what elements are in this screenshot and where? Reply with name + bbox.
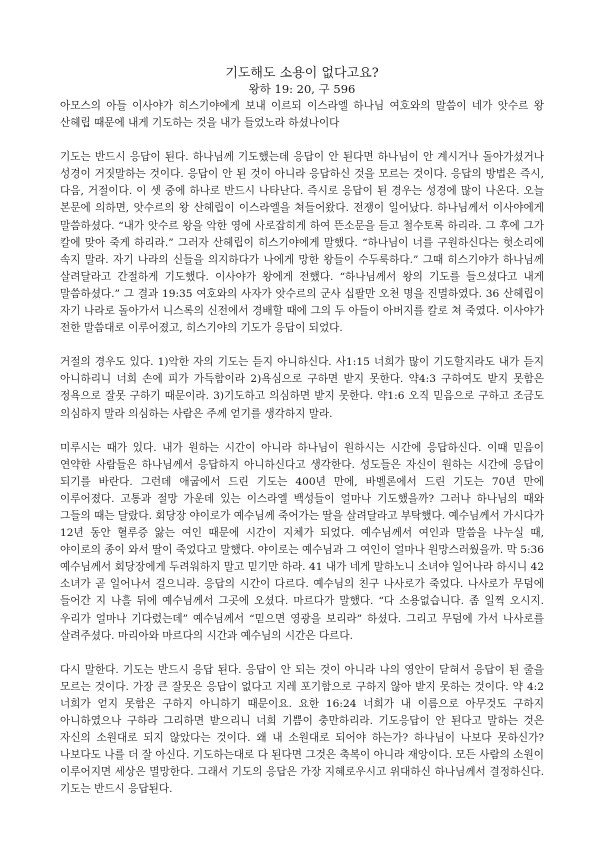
scripture-text: 아모스의 아들 이사야가 히스기야에게 보내 이르되 이스라엘 하나님 여호와의 말씀이 네가 앗수르 왕 산헤립 때문에 내게 기도하는 것을 내가 들었노라 하셨나이다 bbox=[60, 100, 544, 130]
scripture-reference: 왕하 19: 20, 구 596 bbox=[248, 82, 356, 96]
document-page bbox=[60, 66, 544, 815]
document-title: 기도해도 소용이 없다고요? bbox=[225, 66, 379, 81]
paragraph-refusal: 거절의 경우도 있다. 1)악한 자의 기도는 듣지 아니하신다. 사1:15 너희가 많이 기도할지라도 내가 듣지 아니하리니 너희 손에 피가 가득함이라 2)욕심으로 구하면 받지 못한다. 약4:3 구하여도 받지 못함은 정욕으로 잘못 구하기 때문이라. 3)기도하고 의심하면 받지 못한다. 약1:6 오직 믿음으로 구하고 조금도 의심하지 말라 의심하는 사람은 주께 얻기를 생각하지 말라. bbox=[60, 356, 544, 420]
paragraph-conclusion: 다시 말한다. 기도는 반드시 응답 된다. 응답이 안 되는 것이 아니라 나의 영안이 닫혀서 응답이 된 줄을 모르는 것이다. 가장 큰 잘못은 응답이 없다고 지레 포기함으로 구하지 않아 받지 못하는 것이다. 약 4:2 너희가 얻지 못함은 구하지 아니하기 때문이요. 요한 16:24 너희가 내 이름으로 아무것도 구하지 아니하였으나 구하라 그리하면 받으리니 너희 기쁨이 충만하리라. 기도응답이 안 된다고 말하는 것은 자신의 소원대로 되지 않았다는 것이다. 왜 내 소원대로 되어야 하는가? 하나님이 나보다 못하신가? 나보다도 나를 더 잘 아신다. 기도하는대로 다 된다면 그것은 축복이 아니라 재앙이다. 모든 사람의 소원이 이루어지면 세상은 멸망한다. 그래서 기도의 응답은 가장 지혜로우시고 위대하신 하나님께서 결정하신다. 기도는 반드시 응답된다. bbox=[60, 663, 544, 796]
paragraph-answered-prayer: 기도는 반드시 응답이 된다. 하나님께 기도했는데 응답이 안 된다면 하나님이 안 계시거나 돌아가셨거나 성경이 거짓말하는 것이다. 응답이 안 된 것이 아니라 응답하신 것을 모르는 것이다. 응답의 방법은 즉시, 다음, 거절이다. 이 셋 중에 하나로 반드시 나타난다. 즉시로 응답이 된 경우는 성경에 많이 나온다. 오늘 본문에 의하면, 앗수르의 왕 산헤립이 이스라엘을 쳐들어왔다. 전쟁이 일어났다. 하나님께서 이사야에게 말씀하셨다. “내가 앗수르 왕을 악한 영에 사로잡히게 하여 뜬소문을 듣고 철수토록 하리라. 그 후에 그가 칼에 맞아 죽게 하리라.” 그러자 산헤립이 히스기야에게 말했다. “하나님이 너를 구원하신다는 헛소리에 속지 말라. 자기 나라의 신들을 의지하다가 나에게 망한 왕들이 수두룩하다.” 그때 히스기야가 하나님께 살려달라고 간절하게 기도했다. 이사야가 왕에게 전했다. “하나님께서 왕의 기도를 들으셨다고 내게 말씀하셨다.” 그 결과 19:35 여호와의 사자가 앗수르의 군사 십팔만 오천 명을 진멸하였다. 36 산헤립이 자기 나라로 돌아가서 니스록의 신전에서 경배할 때에 그의 두 아들이 아버지를 칼로 쳐 죽였다. 이사야가 전한 말씀대로 이루어졌고, 히스기야의 기도가 응답이 되었다. bbox=[60, 151, 544, 335]
paragraph-delay: 미루시는 때가 있다. 내가 원하는 시간이 아니라 하나님이 원하시는 시간에 응답하신다. 이때 믿음이 연약한 사람들은 하나님께서 응답하지 아니하신다고 생각한다. 성도들은 자신이 원하는 시간에 응답이 되기를 바란다. 그런데 애굽에서 드린 기도는 400년 만에, 바벨론에서 드린 기도는 70년 만에 이루어졌다. 고통과 절망 가운데 있는 이스라엘 백성들이 얼마나 기도했을까? 그러나 하나님의 때와 그들의 때는 달랐다. 회당장 야이로가 예수님께 죽어가는 딸을 살려달라고 부탁했다. 예수님께서 가시다가 12년 동안 혈루증 앓는 여인 때문에 시간이 지체가 되었다. 예수님께서 여인과 말씀을 나누실 때, 야이로의 종이 와서 딸이 죽었다고 말했다. 야이로는 예수님과 그 여인이 얼마나 원망스러웠을까. 막 5:36 예수님께서 회당장에게 두려워하지 말고 믿기만 하라. 41 내가 네게 말하노니 소녀야 일어나라 하시니 42 소녀가 곧 일어나서 걸으니라. 응답의 시간이 다르다. 예수님의 친구 나사로가 죽었다. 나사로가 무덤에 들어간 지 나흘 뒤에 예수님께서 그곳에 오셨다. 마르다가 말했다. “다 소용없습니다. 좀 일찍 오시지. 우리가 얼마나 기다렸는데” 예수님께서 “믿으면 영광을 보리라” 하셨다. 그리고 무덤에 가서 나사로를 살려주셨다. 마리아와 마르다의 시간과 예수님의 시간은 다르다. bbox=[60, 441, 544, 642]
